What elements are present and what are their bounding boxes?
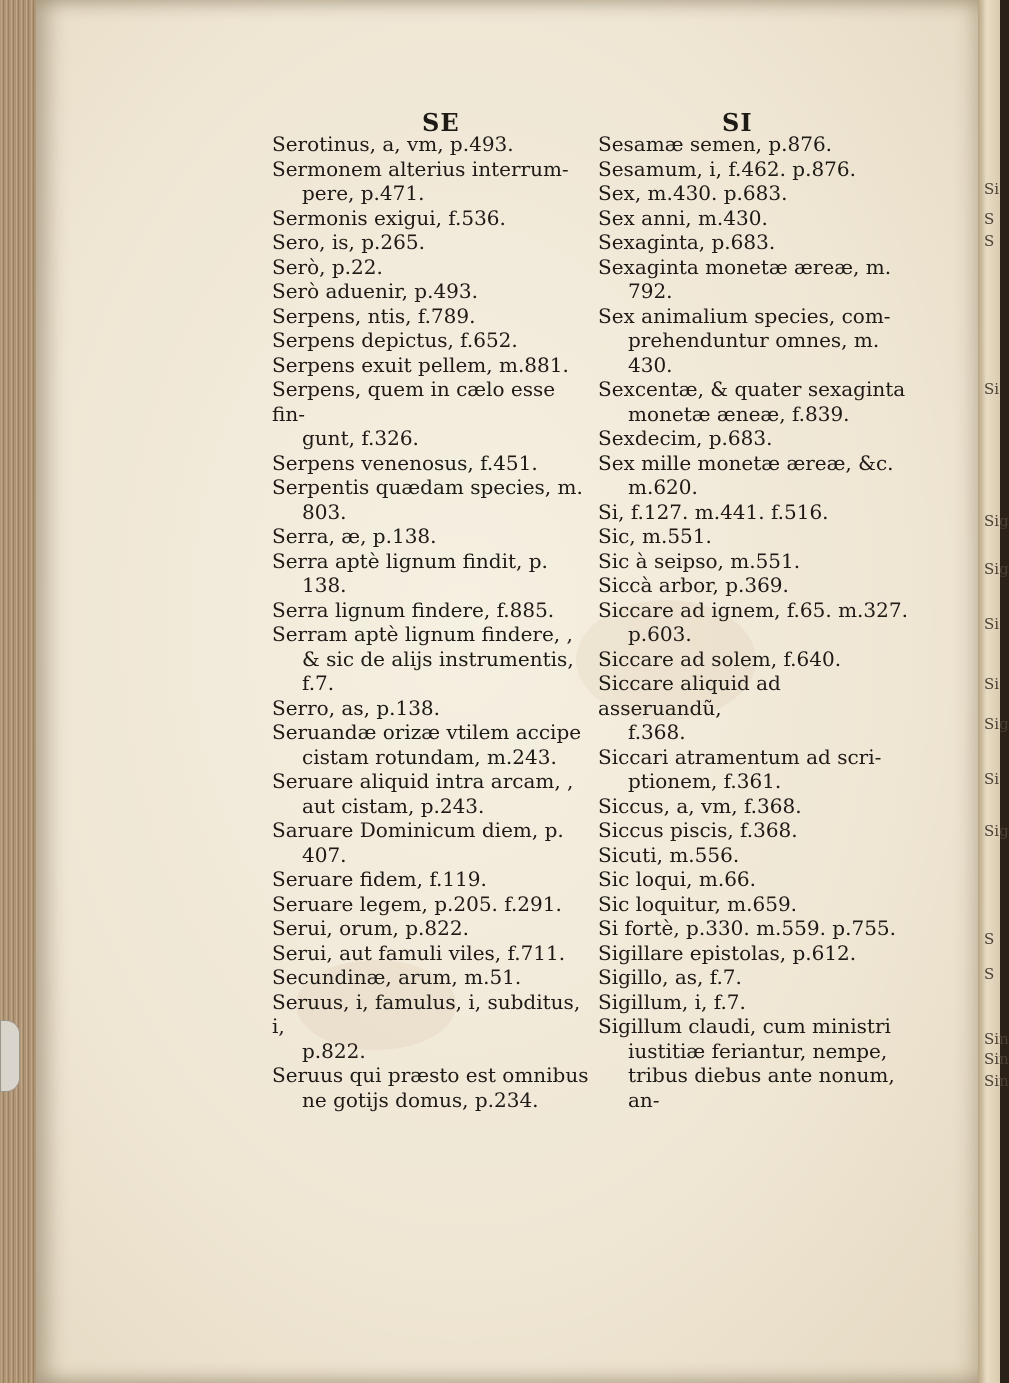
- entry-line: Sex mille monetæ æreæ, &c.: [598, 450, 894, 475]
- index-entry: [598, 1014, 908, 1112]
- entry-line: Serpentis quædam species, m.: [272, 475, 583, 499]
- entry-line: Sic à seipso, m.551.: [598, 548, 801, 573]
- entry-line: Serpens venenosus, f.451.: [272, 450, 538, 475]
- index-entry: [272, 622, 592, 696]
- entry-line: Seruare aliquid intra arcam, ,: [272, 769, 574, 793]
- index-entry: [598, 941, 908, 966]
- entry-line: Sic loquitur, m.659.: [598, 891, 798, 916]
- entry-continuation: & sic de alijs instrumentis,: [302, 646, 574, 671]
- index-entry: [272, 549, 592, 598]
- index-entry: [272, 328, 592, 353]
- entry-line: Sigillo, as, f.7.: [598, 965, 742, 989]
- index-entry: [272, 916, 592, 941]
- index-entry: [598, 598, 908, 647]
- next-page-fragment: Sig: [984, 822, 1009, 840]
- entry-line: Serò aduenir, p.493.: [272, 279, 478, 303]
- entry-line: Serra, æ, p.138.: [272, 524, 437, 548]
- index-entry: [598, 892, 908, 917]
- entry-line: Secundinæ, arum, m.51.: [272, 965, 522, 989]
- index-entry: [598, 867, 908, 892]
- entry-line: Seruare legem, p.205. f.291.: [272, 891, 562, 916]
- entry-continuation: ptionem, f.361.: [628, 769, 782, 793]
- entry-line: Saruare Dominicum diem, p.: [272, 818, 564, 842]
- index-entry: [598, 304, 908, 378]
- next-page-fragment: S: [984, 210, 995, 228]
- entry-continuation: an-: [628, 1087, 660, 1112]
- next-page-fragment: Si: [984, 380, 1000, 398]
- index-entry: [598, 916, 908, 941]
- left-column: [272, 132, 592, 1112]
- entry-continuation: aut cistam, p.243.: [302, 793, 485, 818]
- entry-line: Seruus qui præsto est omnibus: [272, 1063, 589, 1087]
- index-entry: [272, 157, 592, 206]
- entry-line: Siccus piscis, f.368.: [598, 818, 798, 842]
- entry-line: Serpens, quem in cælo esse fin-: [272, 377, 556, 426]
- index-entry: [272, 598, 592, 623]
- index-entry: [272, 769, 592, 818]
- index-entry: [598, 377, 908, 426]
- index-entry: [598, 230, 908, 255]
- index-entry: [272, 475, 592, 524]
- index-entry: [598, 549, 908, 574]
- index-entry: [598, 206, 908, 231]
- entry-line: Sexaginta monetæ æreæ, m.: [598, 254, 892, 279]
- index-entry: [272, 353, 592, 378]
- index-entry: [598, 132, 908, 157]
- entry-continuation: f.368.: [628, 720, 686, 744]
- entry-line: Sicuti, m.556.: [598, 842, 740, 867]
- entry-line: Sex anni, m.430.: [598, 205, 768, 230]
- entry-continuation: p.603.: [628, 622, 692, 646]
- index-entry: [272, 304, 592, 329]
- entry-line: Seruare fidem, f.119.: [272, 867, 487, 891]
- index-entry: [272, 720, 592, 769]
- entry-line: Siccari atramentum ad scri-: [598, 744, 882, 769]
- index-entry: [272, 279, 592, 304]
- entry-line: Siccare ad ignem, f.65. m.327.: [598, 597, 908, 622]
- entry-line: Siccare aliquid ad asseruandũ,: [598, 671, 781, 720]
- index-entry: [272, 941, 592, 966]
- index-entry: [272, 1063, 592, 1112]
- left-column-header: SE: [422, 108, 460, 137]
- index-entry: [598, 524, 908, 549]
- entry-continuation: cistam rotundam, m.243.: [302, 744, 557, 769]
- next-page-fragment: Sin: [984, 1050, 1009, 1068]
- entry-continuation: p.822.: [302, 1038, 366, 1063]
- index-entry: [598, 426, 908, 451]
- entry-line: Serra lignum findere, f.885.: [272, 597, 555, 622]
- next-page-fragment: Si: [984, 770, 1000, 788]
- next-page-fragment: S: [984, 930, 995, 948]
- index-entry: [272, 255, 592, 280]
- entry-line: Sero, is, p.265.: [272, 230, 425, 254]
- entry-line: Siccà arbor, p.369.: [598, 573, 789, 597]
- entry-continuation: pere, p.471.: [302, 181, 425, 205]
- entry-line: Seruandæ orizæ vtilem accipe: [272, 720, 582, 744]
- entry-line: Sexaginta, p.683.: [598, 230, 776, 254]
- entry-line: Siccus, a, vm, f.368.: [598, 793, 802, 818]
- entry-line: Serui, orum, p.822.: [272, 916, 469, 940]
- index-entry: [598, 818, 908, 843]
- entry-line: Serra aptè lignum findit, p.: [272, 548, 548, 573]
- index-entry: [598, 157, 908, 182]
- index-entry: [598, 990, 908, 1015]
- next-page-fragment: Sig: [984, 512, 1009, 530]
- index-entry: [598, 255, 908, 304]
- index-entry: [598, 843, 908, 868]
- next-page-fragment: Sig: [984, 715, 1009, 733]
- entry-line: Sex animalium species, com-: [598, 303, 891, 328]
- entry-line: Serro, as, p.138.: [272, 695, 441, 720]
- entry-line: Siccare ad solem, f.640.: [598, 646, 842, 671]
- index-entry: [598, 671, 908, 745]
- entry-line: Sermonis exigui, f.536.: [272, 205, 506, 230]
- index-entry: [272, 696, 592, 721]
- entry-line: Serpens exuit pellem, m.881.: [272, 352, 569, 377]
- entry-continuation: iustitiæ feriantur, nempe,: [628, 1038, 888, 1063]
- next-page-fragment: S: [984, 965, 995, 983]
- next-page-fragment: S: [984, 232, 995, 250]
- entry-continuation: prehenduntur omnes, m.: [628, 328, 880, 352]
- index-entry: [272, 965, 592, 990]
- index-entry: [598, 965, 908, 990]
- entry-line: Seruus, i, famulus, i, subditus, i,: [272, 989, 581, 1038]
- index-entry: [598, 500, 908, 525]
- entry-line: Serpens depictus, f.652.: [272, 328, 518, 352]
- entry-line: Si, f.127. m.441. f.516.: [598, 499, 829, 524]
- right-column-header: SI: [722, 108, 753, 137]
- entry-line: Serò, p.22.: [272, 254, 383, 279]
- entry-line: Sic, m.551.: [598, 524, 712, 548]
- index-entry: [272, 206, 592, 231]
- entry-continuation: gunt, f.326.: [302, 426, 419, 450]
- right-column: [598, 132, 908, 1112]
- index-entry: [272, 230, 592, 255]
- next-page-fragment: Sin: [984, 1030, 1009, 1048]
- entry-line: Serotinus, a, vm, p.493.: [272, 132, 514, 156]
- next-page-edge: [978, 0, 1009, 1383]
- entry-line: Sesamæ semen, p.876.: [598, 132, 833, 156]
- entry-continuation: 792.: [628, 279, 673, 303]
- next-page-fragment: Si: [984, 615, 1000, 633]
- entry-continuation: 407.: [302, 842, 347, 867]
- index-entry: [598, 451, 908, 500]
- entry-line: Sigillum, i, f.7.: [598, 989, 746, 1014]
- entry-line: Sigillum claudi, cum ministri: [598, 1014, 891, 1038]
- book-edge-left: [0, 0, 40, 1383]
- entry-continuation: m.620.: [628, 475, 698, 499]
- entry-continuation: tribus diebus ante nonum,: [628, 1063, 895, 1087]
- index-entry: [598, 647, 908, 672]
- entry-line: Si fortè, p.330. m.559. p.755.: [598, 916, 896, 940]
- index-entry: [272, 451, 592, 476]
- next-page-fragment: Si: [984, 675, 1000, 693]
- page-tab-marker: [0, 1020, 20, 1092]
- next-page-fragment: Sig: [984, 560, 1009, 578]
- entry-line: Sesamum, i, f.462. p.876.: [598, 156, 856, 181]
- entry-line: Serui, aut famuli viles, f.711.: [272, 940, 566, 965]
- index-entry: [598, 794, 908, 819]
- index-entry: [272, 818, 592, 867]
- entry-line: Sermonem alterius interrum-: [272, 156, 569, 181]
- index-entry: [272, 524, 592, 549]
- index-entry: [272, 892, 592, 917]
- index-entry: [272, 132, 592, 157]
- index-entry: [598, 573, 908, 598]
- entry-continuation: 138.: [302, 573, 347, 597]
- index-entry: [598, 181, 908, 206]
- entry-line: Sex, m.430. p.683.: [598, 181, 788, 205]
- entry-continuation: f.7.: [302, 671, 335, 695]
- entry-line: Sigillare epistolas, p.612.: [598, 940, 857, 965]
- index-entry: [598, 745, 908, 794]
- index-entry: [272, 990, 592, 1064]
- entry-line: Serram aptè lignum findere, ,: [272, 622, 573, 646]
- entry-line: Sic loqui, m.66.: [598, 867, 757, 891]
- next-page-fragment: Si: [984, 180, 1000, 198]
- entry-continuation: 430.: [628, 352, 673, 377]
- entry-continuation: monetæ æneæ, f.839.: [628, 401, 850, 426]
- index-entry: [272, 867, 592, 892]
- entry-continuation: 803.: [302, 499, 347, 524]
- next-page-fragment: Sin: [984, 1072, 1009, 1090]
- entry-line: Sexcentæ, & quater sexaginta: [598, 377, 906, 401]
- entry-line: Serpens, ntis, f.789.: [272, 303, 476, 328]
- index-entry: [272, 377, 592, 451]
- entry-line: Sexdecim, p.683.: [598, 426, 773, 450]
- entry-continuation: ne gotijs domus, p.234.: [302, 1087, 539, 1112]
